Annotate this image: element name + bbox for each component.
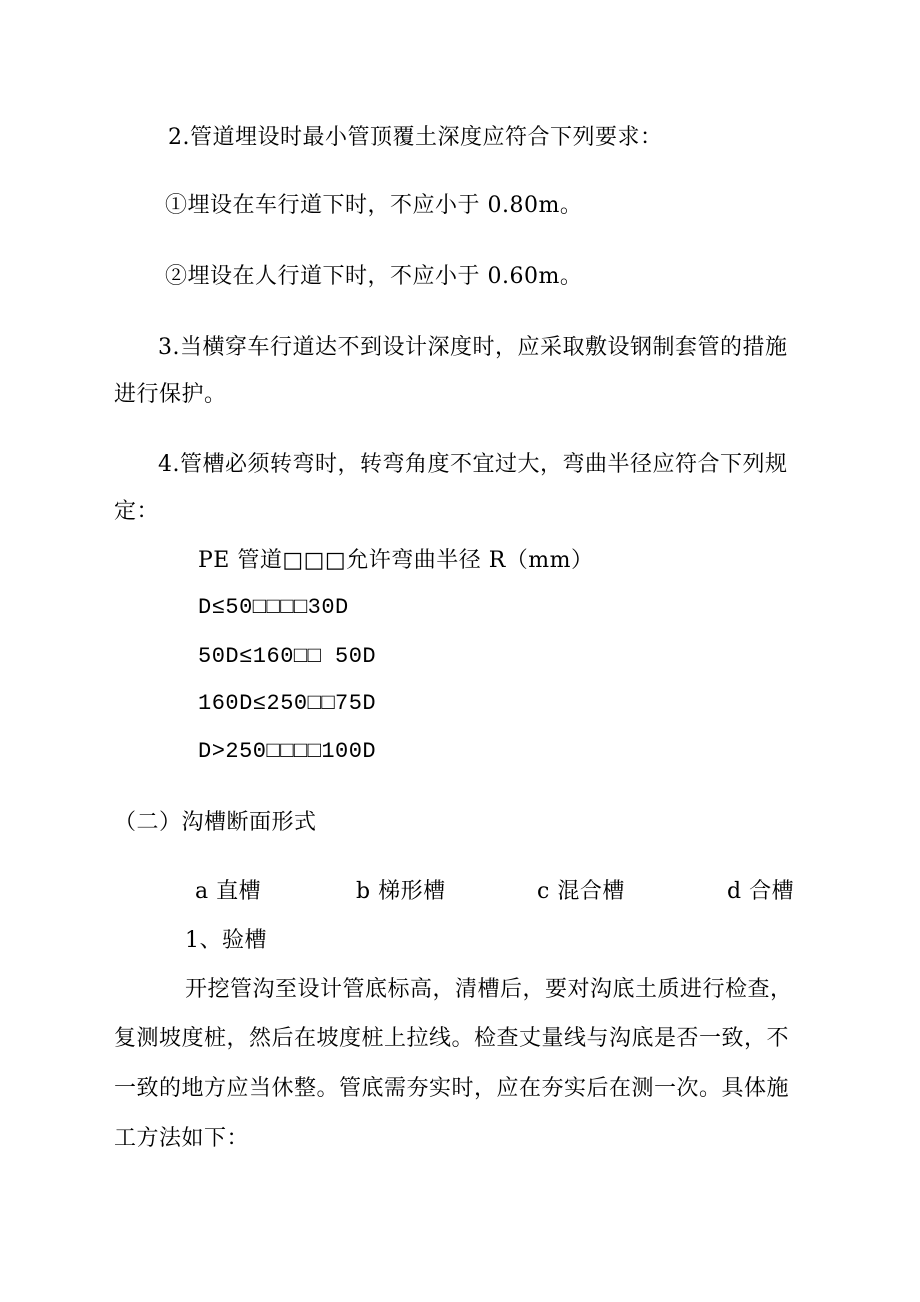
item-3-line1: 3.当横穿车行道达不到设计深度时，应采取敷设钢制套管的措施 [158,335,788,360]
radius-table-row-4: D>250□□□□100D [198,739,377,764]
radius-table-header: PE 管道□□□允许弯曲半径 R（mm） [198,548,594,573]
radius-table-row-3: 160D≤250□□75D [198,691,377,716]
paragraph-line-2: 复测坡度桩，然后在坡度桩上拉线。检查丈量线与沟底是否一致，不 [114,1026,790,1051]
paragraph-line-3: 一致的地方应当休整。管底需夯实时，应在夯实后在测一次。具体施 [114,1076,790,1101]
item-circled-1-text: ①埋设在车行道下时，不应小于 0.80m。 [165,193,583,218]
subsection-1-heading: 1、验槽 [185,928,267,953]
option-a: a 直槽 [195,879,262,904]
option-d: d 合槽 [727,879,795,904]
radius-table-row-1: D≤50□□□□30D [198,595,349,620]
item-circled-2-text: ②埋设在人行道下时，不应小于 0.60m。 [165,264,583,289]
radius-table-row-2: 50D≤160□□ 50D [198,644,377,669]
option-b: b 梯形槽 [356,879,446,904]
item-2-text: 2.管道埋设时最小管顶覆土深度应符合下列要求： [168,125,663,150]
section-2-heading: （二）沟槽断面形式 [114,810,317,835]
item-4-line2: 定： [114,499,160,524]
paragraph-line-1: 开挖管沟至设计管底标高，清槽后，要对沟底土质进行检查， [185,977,793,1002]
item-3-line2: 进行保护。 [114,382,227,407]
option-c: c 混合槽 [537,879,625,904]
paragraph-line-4: 工方法如下： [114,1126,250,1151]
item-4-line1: 4.管槽必须转弯时，转弯角度不宜过大，弯曲半径应符合下列规 [158,452,788,477]
